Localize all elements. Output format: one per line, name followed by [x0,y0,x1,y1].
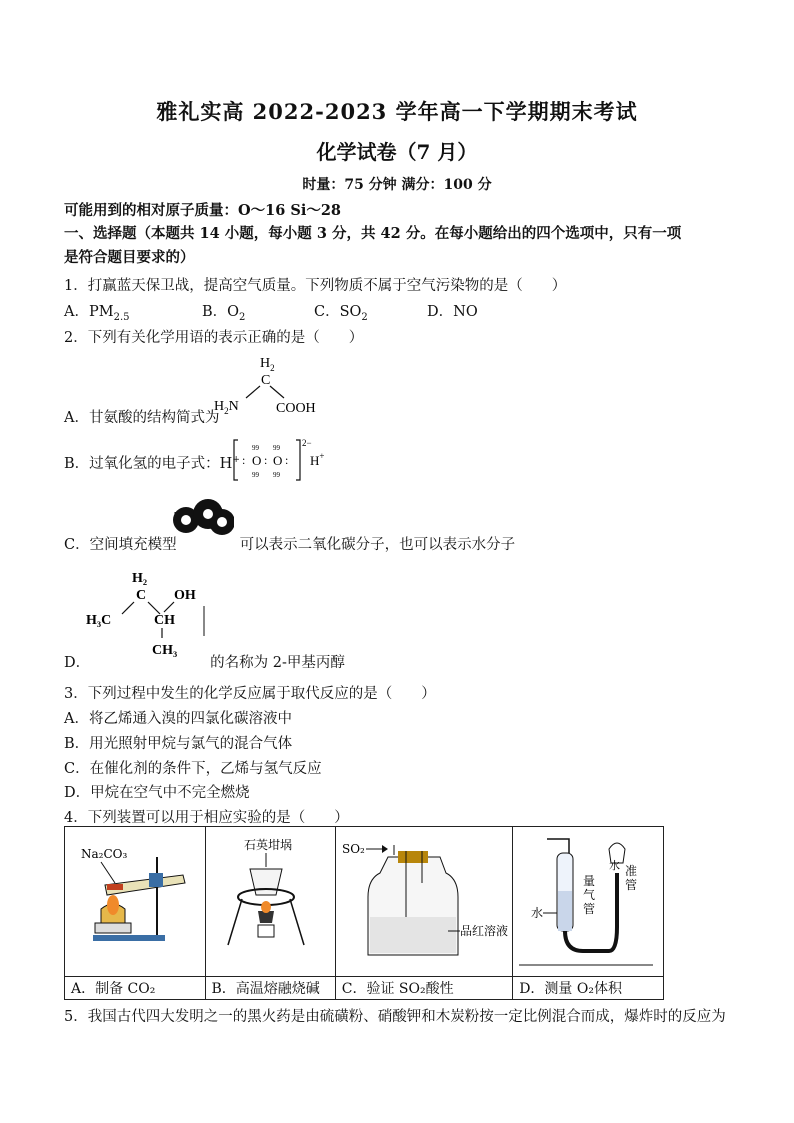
svg-text:CH₃: CH₃ [152,643,178,658]
q2-option-b: B．过氧化氢的电子式：H+ [64,455,240,472]
glycine-c-atom: C [261,373,271,388]
time-info: 时量：75 分钟 满分：100 分 [302,177,492,193]
na2co3-label: Na₂CO₃ [81,847,128,861]
q4-stem: 4．下列装置可以用于相应实验的是（ ） [64,810,349,826]
caption-d: D．测量 O₂体积 [513,977,664,1000]
so2-label: SO₂ [341,842,365,856]
svg-text:H₂: H₂ [132,571,148,586]
q5-stem: 5．我国古代四大发明之一的黑火药是由硫磺粉、硝酸钾和木炭粉按一定比例混合而成，爆炸时的反应为 [64,1009,726,1025]
atomic-mass-note: 可能用到的相对原子质量：O～16 Si～28 [64,202,342,219]
apparatus-a [65,827,206,977]
q3-option-a: A．将乙烯通入溴的四氯化碳溶液中 [64,711,292,727]
svg-text:H₃C: H₃C [86,613,112,628]
heating-tube-figure [65,827,201,975]
burette-label-1: 量 [583,874,596,888]
svg-text::: : [242,453,246,467]
q1-option-a: A．$PM_{2.5}$ [64,304,130,323]
apparatus-b [205,827,335,977]
peroxide-electron-formula [232,436,332,484]
page-title: 雅礼实高 2022-2023 学年高一下学期期末考试 [156,99,638,124]
section-heading-line1: 一、选择题（本题共 14 小题，每小题 3 分，共 42 分。在每小题给出的四个选项中，只有一项 [64,225,682,242]
magenta-solution-label: 品红溶液 [459,924,508,938]
apparatus-c [335,827,512,977]
apparatus-table [64,826,664,1000]
q2-option-a: A．甘氨酸的结构简式为 [64,410,220,426]
alcohol-structure [86,566,210,658]
q2-option-d: D． 的名称为 2-甲基丙醇 [64,655,345,671]
svg-text:99: 99 [252,444,259,452]
q2-stem: 2．下列有关化学用语的表示正确的是（ ） [64,330,364,346]
leveling-tube-label-3: 管 [625,878,638,892]
gas-burette-figure [513,827,659,975]
burette-label-2: 气 [583,888,596,902]
leveling-tube-label-2: 准 [625,864,638,878]
svg-text::: : [264,453,268,467]
svg-text:OH: OH [174,588,196,603]
charge-label: 2− [302,438,312,448]
q3-option-c: C．在催化剂的条件下，乙烯与氢气反应 [64,761,322,777]
svg-text:C: C [136,588,147,603]
hydrogen-right: H+ [310,451,325,468]
glycine-ch2-label: $H_2$ [260,356,275,373]
caption-c: C．验证 SO₂酸性 [335,977,512,1000]
gas-bottle-figure [336,827,508,975]
svg-text:99: 99 [273,471,280,479]
apparatus-d [513,827,664,977]
svg-text::: : [285,453,289,467]
quartz-crucible-label: 石英坩埚 [243,838,292,852]
burette-label-3: 管 [583,902,596,916]
oxygen-atom-1: O [252,453,262,468]
caption-a: A．制备 CO₂ [65,977,206,1000]
svg-text:99: 99 [252,471,259,479]
q3-option-b: B．用光照射甲烷与氯气的混合气体 [64,736,293,752]
svg-text:99: 99 [273,444,280,452]
svg-text:CH: CH [154,613,175,628]
glycine-nh2-label: $H_2N$ [214,399,239,416]
caption-b: B．高温熔融烧碱 [205,977,335,1000]
q1-option-b: B．$O_2$ [202,304,246,323]
q2-option-c: C．空间填充模型 可以表示二氧化碳分子，也可以表示水分子 [64,537,516,553]
glycine-structure [208,352,328,418]
q3-option-d: D．甲烷在空气中不完全燃烧 [64,785,250,801]
oxygen-atom-2: O [273,453,283,468]
crucible-figure [206,827,332,975]
q1-option-d: D．NO [427,304,478,320]
q1-option-c: C．$SO_2$ [314,304,368,323]
q1-stem: 1．打赢蓝天保卫战，提高空气质量。下列物质不属于空气污染物的是（ ） [64,278,567,294]
water-label: 水 [531,906,544,920]
page-subtitle: 化学试卷（7 月） [316,140,478,164]
glycine-cooh-label: COOH [276,401,316,416]
section-heading-line2: 是符合题目要求的） [64,249,195,266]
q3-stem: 3．下列过程中发生的化学反应属于取代反应的是（ ） [64,686,436,702]
leveling-tube-label-1: 水 [609,859,621,872]
